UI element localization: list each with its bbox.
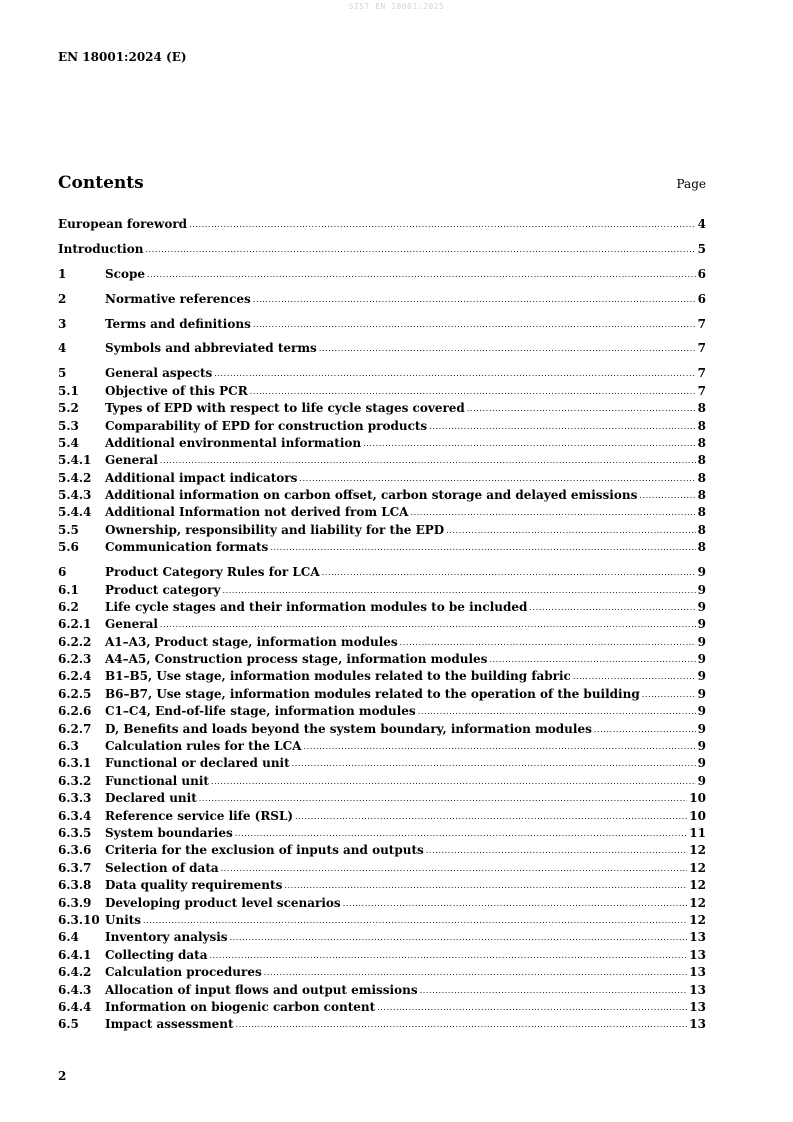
toc-entry-title: Reference service life (RSL)	[105, 808, 294, 823]
toc-entry-number: 6.2.3	[58, 652, 92, 667]
toc-entry-number: 5.3	[58, 418, 79, 433]
toc-entry-page: 9	[697, 582, 706, 597]
toc-entry[interactable]	[58, 703, 706, 720]
toc-dot-leader	[489, 651, 695, 668]
toc-entry[interactable]	[58, 291, 706, 308]
toc-entry-title: Scope	[105, 266, 146, 281]
toc-entry-title: Allocation of input flows and output emissions	[105, 982, 418, 997]
watermark: SIST EN 18001:2025	[348, 2, 445, 11]
toc-entry-page: 9	[697, 704, 706, 719]
toc-entry-page: 9	[697, 669, 706, 684]
toc-entry-page: 8	[697, 505, 706, 520]
toc-entry[interactable]	[58, 825, 706, 842]
toc-entry-number: 6.3.4	[58, 808, 92, 823]
toc-dot-leader	[264, 964, 688, 981]
toc-dot-leader	[235, 825, 688, 842]
toc-entry-number: 5.6	[58, 540, 79, 555]
toc-entry[interactable]	[58, 582, 706, 599]
toc-entry-number: 6.3.6	[58, 843, 92, 858]
toc-dot-leader	[573, 668, 696, 685]
toc-dot-leader	[446, 522, 695, 539]
toc-entry-page: 13	[689, 947, 706, 962]
toc-entry-number: 6.2.5	[58, 686, 92, 701]
toc-dot-leader	[160, 452, 696, 469]
toc-entry[interactable]	[58, 634, 706, 651]
toc-entry[interactable]	[58, 738, 706, 755]
toc-entry[interactable]	[58, 487, 706, 504]
toc-entry-number: 6.3.5	[58, 826, 92, 840]
toc-entry-page: 7	[697, 383, 706, 398]
toc-dot-leader	[145, 241, 695, 258]
toc-entry-number: 5.4.4	[58, 505, 92, 520]
toc-entry[interactable]	[58, 470, 706, 487]
toc-entry-number: 6.4.3	[58, 982, 92, 997]
toc-dot-leader	[363, 435, 696, 452]
toc-entry-number: 6.3.2	[58, 773, 92, 788]
toc-entry-number: 6.4	[58, 930, 79, 945]
toc-entry-page: 8	[697, 418, 706, 433]
toc-entry-page: 12	[689, 843, 706, 858]
toc-entry-title: Types of EPD with respect to life cycle stages covered	[105, 401, 465, 416]
toc-entry-title: B6–B7, Use stage, information modules related to the operation of the building	[105, 686, 640, 701]
toc-entry-title: Developing product level scenarios	[105, 895, 341, 910]
toc-entry[interactable]	[58, 755, 706, 772]
toc-entry[interactable]	[58, 383, 706, 400]
toc-entry-number: 6.4.4	[58, 999, 92, 1014]
toc-entry-page: 13	[689, 965, 706, 980]
toc-entry[interactable]	[58, 365, 706, 382]
toc-dot-leader	[143, 912, 687, 929]
toc-entry[interactable]	[58, 790, 706, 807]
toc-dot-leader	[284, 877, 687, 894]
toc-entry-title: Functional unit	[105, 773, 209, 788]
toc-entry-page: 13	[689, 999, 706, 1014]
toc-entry-page: 8	[697, 470, 706, 485]
toc-entry-title: Declared unit	[105, 791, 197, 806]
toc-entry-page: 9	[697, 756, 706, 771]
toc-entry[interactable]	[58, 651, 706, 668]
toc-entry-title: Additional impact indicators	[105, 470, 298, 485]
toc-entry-page: 13	[689, 1017, 706, 1032]
toc-entry-page: 13	[689, 982, 706, 997]
toc-entry-title: A1–A3, Product stage, information modules	[105, 634, 398, 649]
toc-entry[interactable]	[58, 947, 706, 964]
toc-entry-title: Collecting data	[105, 947, 208, 962]
toc-entry-title: General	[105, 453, 158, 468]
toc-entry-page: 9	[697, 686, 706, 701]
toc-entry-page: 9	[697, 617, 706, 632]
toc-entry-number: 6.3.9	[58, 895, 92, 910]
toc-entry-number: 2	[58, 291, 67, 306]
toc-dot-leader	[420, 982, 688, 999]
toc-entry-number: 5.4.2	[58, 470, 92, 485]
toc-dot-leader	[426, 842, 688, 859]
toc-entry-number: 4	[58, 341, 67, 356]
toc-entry[interactable]	[58, 808, 706, 825]
toc-entry-title: Units	[105, 912, 142, 927]
toc-entry[interactable]	[58, 418, 706, 435]
toc-entry-page: 9	[697, 739, 706, 754]
toc-entry-page: 13	[689, 930, 706, 945]
toc-entry-title: Additional Information not derived from LCA	[105, 505, 409, 520]
toc-entry-number: 5.1	[58, 383, 79, 398]
toc-entry-title: Criteria for the exclusion of inputs and outputs	[105, 843, 424, 858]
toc-entry-title: European foreword	[58, 217, 188, 231]
toc-dot-leader	[319, 340, 696, 357]
toc-entry-title: Symbols and abbreviated terms	[105, 341, 317, 356]
toc-entry-page: 11	[689, 826, 706, 840]
toc-entry-number: 6.1	[58, 582, 79, 597]
toc-entry-page: 9	[697, 773, 706, 788]
toc-entry[interactable]	[58, 964, 706, 981]
toc-entry-number: 6.3	[58, 739, 79, 754]
toc-entry[interactable]	[58, 912, 706, 929]
toc-entry-title: C1–C4, End-of-life stage, information modules	[105, 704, 416, 719]
toc-entry[interactable]	[58, 539, 706, 556]
toc-entry-title: General	[105, 617, 158, 632]
toc-entry[interactable]	[58, 241, 706, 258]
toc-dot-leader	[411, 504, 696, 521]
toc-dot-leader	[189, 216, 696, 233]
toc-entry-page: 12	[689, 895, 706, 910]
toc-entry-page: 6	[697, 266, 706, 281]
toc-entry-page: 8	[697, 522, 706, 537]
toc-entry-page: 7	[697, 341, 706, 356]
toc-dot-leader	[299, 470, 695, 487]
toc-entry[interactable]	[58, 842, 706, 859]
toc-entry-number: 6.2.4	[58, 669, 92, 684]
toc-dot-leader	[222, 582, 695, 599]
toc-dot-leader	[594, 721, 696, 738]
toc-dot-leader	[236, 1016, 688, 1033]
page-column-label: Page	[676, 177, 706, 191]
toc-dot-leader	[253, 291, 696, 308]
toc-entry-title: Objective of this PCR	[105, 383, 248, 398]
toc-entry-page: 8	[697, 401, 706, 416]
toc-dot-leader	[639, 487, 695, 504]
toc-entry-page: 12	[689, 878, 706, 893]
toc-entry-page: 8	[697, 488, 706, 503]
toc-entry-number: 5.4.1	[58, 453, 92, 468]
toc-entry-number: 6	[58, 565, 67, 580]
toc-dot-leader	[322, 564, 696, 581]
toc-entry-number: 6.4.2	[58, 965, 92, 980]
toc-entry-title: Selection of data	[105, 860, 219, 875]
toc-entry-title: Additional environmental information	[105, 435, 362, 450]
toc-entry-number: 5	[58, 366, 67, 381]
toc-entry-title: Comparability of EPD for construction products	[105, 418, 428, 433]
toc-entry-title: Inventory analysis	[105, 930, 228, 945]
toc-entry-number: 6.4.1	[58, 947, 92, 962]
toc-entry-number: 6.2.2	[58, 634, 92, 649]
toc-entry-title: Communication formats	[105, 540, 269, 555]
toc-entry-title: Impact assessment	[105, 1017, 234, 1032]
toc-entry-number: 6.2.1	[58, 617, 92, 632]
toc-entry-title: B1–B5, Use stage, information modules related to the building fabric	[105, 669, 571, 684]
toc-entry[interactable]	[58, 452, 706, 469]
toc-entry[interactable]	[58, 895, 706, 912]
toc-entry[interactable]	[58, 686, 706, 703]
toc-entry[interactable]	[58, 564, 706, 581]
toc-dot-leader	[467, 400, 696, 417]
toc-entry-title: Product Category Rules for LCA	[105, 565, 320, 580]
toc-entry-number: 6.2	[58, 599, 79, 614]
toc-entry-title: Additional information on carbon offset, carbon storage and delayed emissions	[105, 488, 638, 503]
toc-entry[interactable]	[58, 1016, 706, 1033]
toc-entry-title: Calculation rules for the LCA	[105, 739, 302, 754]
toc-entry-number: 5.5	[58, 522, 79, 537]
toc-dot-leader	[418, 703, 696, 720]
toc-entry-title: Functional or declared unit	[105, 756, 290, 771]
toc-entry-page: 9	[697, 634, 706, 649]
toc-entry-page: 9	[697, 652, 706, 667]
toc-entry[interactable]	[58, 877, 706, 894]
toc-dot-leader	[214, 365, 695, 382]
toc-entry-page: 5	[697, 241, 706, 256]
toc-entry-title: D, Benefits and loads beyond the system boundary, information modules	[105, 721, 592, 736]
toc-entry-number: 5.4	[58, 435, 79, 450]
toc-entry[interactable]	[58, 999, 706, 1016]
table-of-contents	[58, 216, 706, 1034]
toc-dot-leader	[429, 418, 695, 435]
toc-dot-leader	[270, 539, 695, 556]
toc-entry-number: 6.2.7	[58, 721, 92, 736]
toc-entry-page: 12	[689, 860, 706, 875]
toc-dot-leader	[211, 773, 696, 790]
toc-entry[interactable]	[58, 982, 706, 999]
toc-entry[interactable]	[58, 860, 706, 877]
toc-entry-number: 5.2	[58, 401, 79, 416]
toc-dot-leader	[230, 929, 688, 946]
toc-dot-leader	[221, 860, 688, 877]
toc-dot-leader	[400, 634, 696, 651]
toc-dot-leader	[210, 947, 688, 964]
toc-entry-title: Calculation procedures	[105, 965, 262, 980]
toc-entry[interactable]	[58, 216, 706, 233]
toc-dot-leader	[253, 316, 696, 333]
toc-entry-page: 10	[689, 791, 706, 806]
toc-entry-number: 6.3.7	[58, 860, 92, 875]
contents-title: Contents	[58, 173, 144, 193]
toc-dot-leader	[292, 755, 696, 772]
toc-entry-title: Ownership, responsibility and liability for the EPD	[105, 522, 445, 537]
toc-entry-page: 12	[689, 912, 706, 927]
toc-entry-number: 5.4.3	[58, 488, 92, 503]
toc-dot-leader	[250, 383, 696, 400]
toc-dot-leader	[160, 616, 696, 633]
toc-entry-page: 6	[697, 291, 706, 306]
toc-dot-leader	[529, 599, 695, 616]
toc-entry-number: 6.3.1	[58, 756, 92, 771]
toc-entry[interactable]	[58, 773, 706, 790]
toc-entry-page: 7	[697, 366, 706, 381]
toc-entry-title: Product category	[105, 582, 221, 597]
toc-entry-title: Introduction	[58, 241, 144, 256]
toc-entry-title: Information on biogenic carbon content	[105, 999, 376, 1014]
toc-entry-title: Terms and definitions	[105, 316, 251, 331]
toc-entry-title: A4–A5, Construction process stage, information modules	[105, 652, 488, 667]
toc-entry-page: 9	[697, 565, 706, 580]
toc-entry[interactable]	[58, 616, 706, 633]
toc-dot-leader	[199, 790, 688, 807]
toc-dot-leader	[343, 895, 688, 912]
toc-entry-page: 8	[697, 453, 706, 468]
toc-entry[interactable]	[58, 316, 706, 333]
toc-entry-title: Normative references	[105, 291, 251, 306]
toc-entry-number: 6.3.10	[58, 912, 100, 927]
toc-entry-title: Data quality requirements	[105, 878, 283, 893]
toc-entry-number: 6.2.6	[58, 704, 92, 719]
toc-entry-title: Life cycle stages and their information modules to be included	[105, 599, 528, 614]
toc-entry[interactable]	[58, 929, 706, 946]
toc-entry[interactable]	[58, 340, 706, 357]
toc-entry-number: 3	[58, 316, 67, 331]
toc-entry-title: System boundaries	[105, 826, 233, 840]
toc-dot-leader	[377, 999, 687, 1016]
toc-dot-leader	[147, 266, 696, 283]
toc-entry-page: 9	[697, 599, 706, 614]
toc-entry[interactable]	[58, 721, 706, 738]
toc-entry[interactable]	[58, 599, 706, 616]
toc-entry-title: General aspects	[105, 366, 213, 381]
document-id: EN 18001:2024 (E)	[58, 50, 187, 64]
toc-entry-page: 8	[697, 540, 706, 555]
toc-entry[interactable]	[58, 435, 706, 452]
toc-entry[interactable]	[58, 266, 706, 283]
toc-entry[interactable]	[58, 522, 706, 539]
toc-entry-page: 7	[697, 316, 706, 331]
toc-dot-leader	[642, 686, 696, 703]
toc-entry-page: 9	[697, 721, 706, 736]
toc-entry-number: 1	[58, 266, 67, 281]
toc-entry[interactable]	[58, 400, 706, 417]
toc-entry[interactable]	[58, 668, 706, 685]
page-number: 2	[58, 1069, 67, 1083]
toc-entry-number: 6.3.3	[58, 791, 92, 806]
toc-dot-leader	[295, 808, 687, 825]
toc-dot-leader	[303, 738, 695, 755]
toc-entry-number: 6.3.8	[58, 878, 92, 893]
toc-entry[interactable]	[58, 504, 706, 521]
toc-entry-page: 4	[697, 217, 706, 231]
toc-entry-page: 8	[697, 435, 706, 450]
toc-entry-number: 6.5	[58, 1017, 79, 1032]
toc-entry-page: 10	[689, 808, 706, 823]
